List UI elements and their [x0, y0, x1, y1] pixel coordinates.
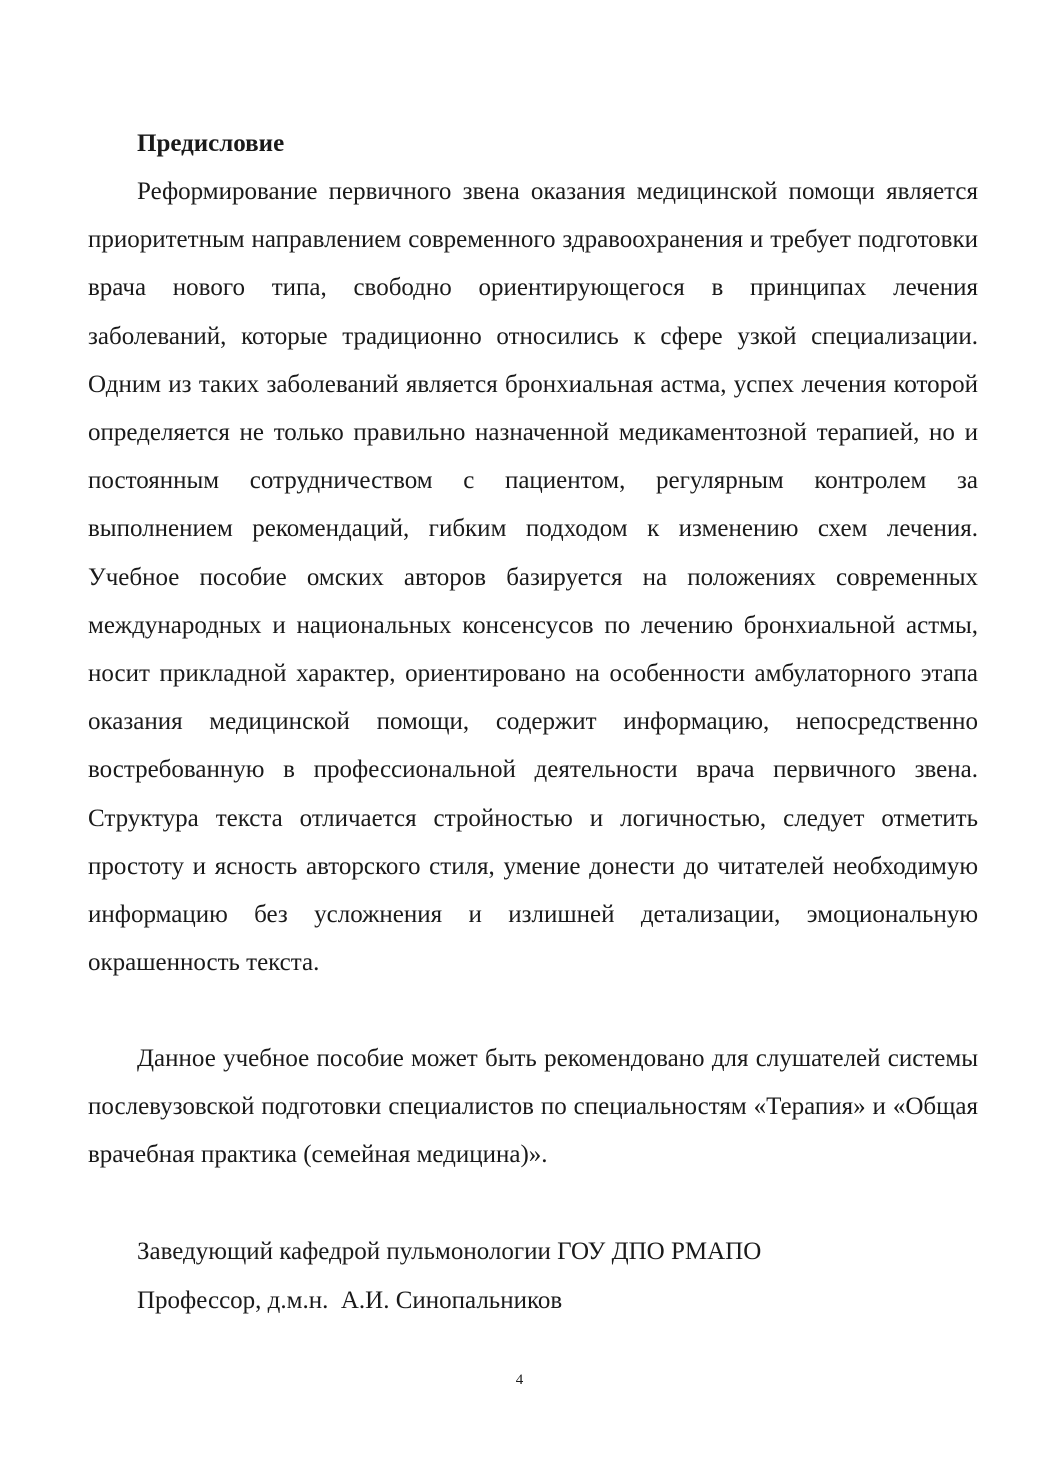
signature-name: Профессор, д.м.н. А.И. Синопальников: [137, 1287, 563, 1314]
body-paragraph-1: Реформирование первичного звена оказания медицинской помощи является приоритетным направлением современного здравоохранения и требует подготовки врача нового типа, свободно ориентирующегося в принципах лечения заболеваний, которые традиционно относились к сфере узкой специализации. Одним из таких заболеваний является бронхиальная астма, успех лечения которой определяется не только правильно назначенной медикаментозной терапией, но и постоянным сотрудничеством с пациентом, регулярным контролем за выполнением рекомендаций, гибким подходом к изменению схем лечения. Учебное пособие омских авторов базируется на положениях современных международных и национальных консенсусов по лечению бронхиальной астмы, носит прикладной характер, ориентировано на особенности амбулаторного этапа оказания медицинской помощи, содержит информацию, непосредственно востребованную в профессиональной деятельности врача первичного звена. Структура текста отличается стройностью и логичностью, следует отметить простоту и ясность авторского стиля, умение донести до читателей необходимую информацию без усложнения и излишней детализации, эмоциональную окрашенность текста.: [88, 178, 978, 977]
signature-position: Заведующий кафедрой пульмонологии ГОУ ДПО РМАПО: [137, 1238, 762, 1265]
page-number: 4: [515, 1372, 524, 1388]
body-paragraph-2: Данное учебное пособие может быть рекомендовано для слушателей системы послевузовской подготовки специалистов по специальностям «Терапия» и «Общая врачебная практика (семейная медицина)».: [88, 1045, 978, 1169]
section-heading: Предисловие: [137, 130, 285, 157]
